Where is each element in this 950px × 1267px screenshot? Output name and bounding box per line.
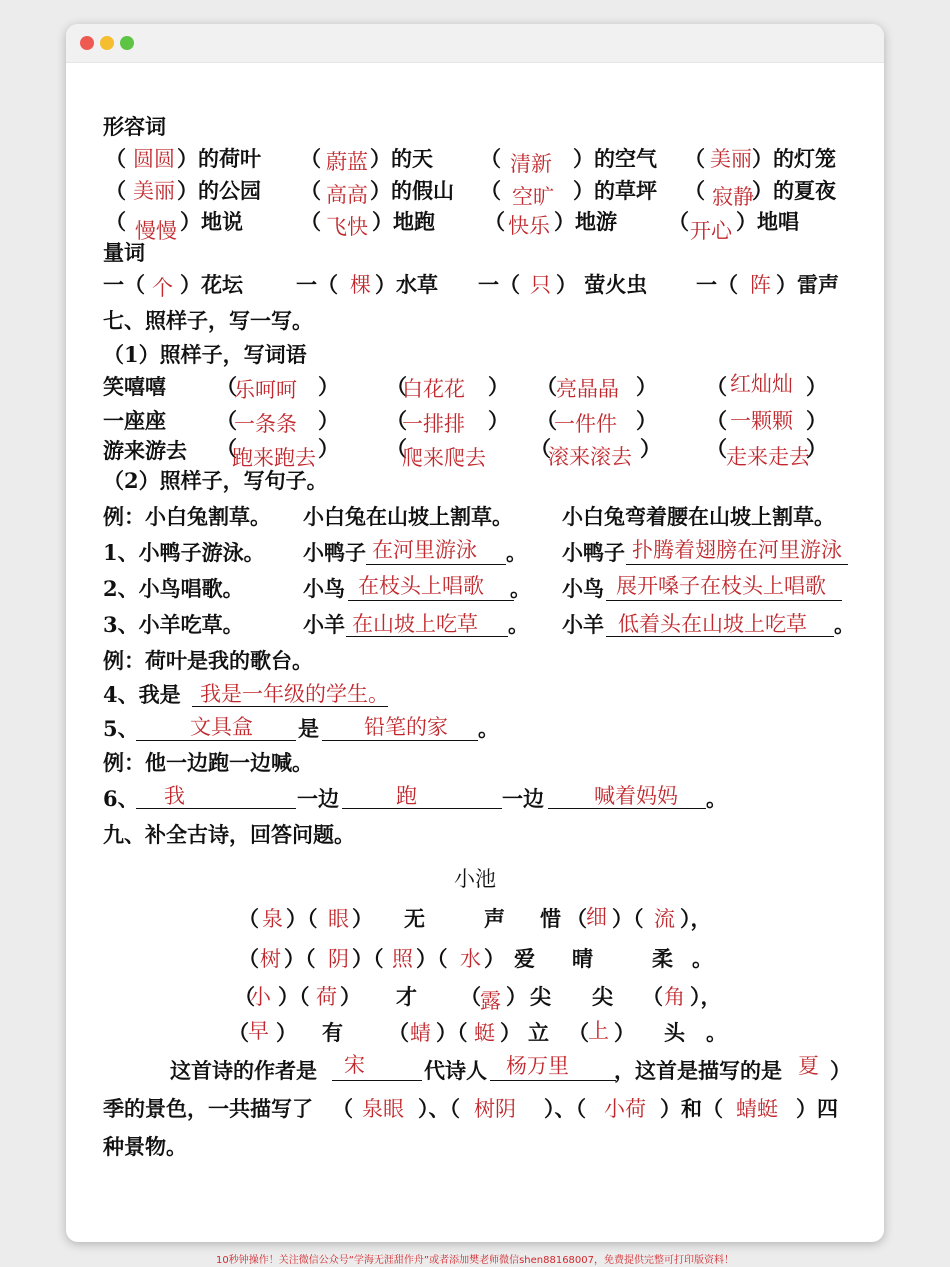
answer: 慢慢 <box>135 219 177 243</box>
answer: 在河里游泳 <box>372 538 477 562</box>
phrase: ）的公园 <box>177 178 261 203</box>
answer: 只 <box>530 273 551 297</box>
answer-line <box>342 808 502 809</box>
answer: 在枝头上唱歌 <box>358 574 484 598</box>
poem-answer: 树 <box>260 947 281 971</box>
answer: 圆圆 <box>133 147 175 171</box>
answer: 棵 <box>350 273 371 297</box>
phrase: ）的夏夜 <box>752 178 836 203</box>
phrase: ）的灯笼 <box>752 146 836 171</box>
sub-title: （1）照样子，写词语 <box>103 342 307 367</box>
answer-line <box>322 740 478 741</box>
section-title: 量词 <box>103 240 145 265</box>
phrase: ）的荷叶 <box>177 146 261 171</box>
poem-answer: 露 <box>480 989 501 1013</box>
answer: 夏 <box>798 1054 819 1078</box>
footer-note: 10秒钟操作！关注微信公众号“学海无涯甜作舟”或者添加樊老师微信shen88168007，免费提供完整可打印版资料！ <box>215 1255 735 1266</box>
phrase: ）的空气 <box>573 146 657 171</box>
poem-answer: 阴 <box>328 947 349 971</box>
answer: 白花花 <box>402 377 465 401</box>
answer: 喊着妈妈 <box>594 784 678 808</box>
answer: 树阴 <box>474 1097 516 1121</box>
answer: 蜻蜓 <box>736 1097 778 1121</box>
answer-line <box>490 1080 616 1081</box>
poem-answer: 蜻 <box>410 1021 431 1045</box>
answer-line <box>606 600 842 601</box>
worksheet: 形容词 （ 圆圆 ）的荷叶 （ 蔚蓝 ）的天 （ 清新 ）的空气 （ 美丽 ）的灯笼 （ 美丽 ）的公园 （ 高高 ）的假山 （ 空旷 ）的草坪 （ 寂静 ）的夏夜 （ 慢慢 ）地说 （ 飞快 ）地跑 （ 快乐 ）地游 （ 开心 ）地唱 量词 一（ 个 ）花坛 一（ 棵 ）水草 一（ 只 ） 萤火虫 一（ 阵 ）雷声 七、照样子，写一写。 （1）照样子，写词语 笑嘻嘻 （ 乐呵呵 ） （ 白花花 ） （ 亮晶晶 ） （ 红灿灿 ） 一座座 （ 一条条 ） （ 一排排 ） （ 一件件 ） （ 一颗颗 ） 游来游去 （ 跑来跑去 ） （ 爬来爬去 （ 滚来滚去 ） （ 走来走去 ） （2）照样子，写句子。 例：小白兔割草。 小白兔在山坡上割草。 小白兔弯着腰在山坡上割草。 1、小鸭子游泳。 小鸭子 在河里游泳 。 小鸭子 扑腾着翅膀在河里游泳 2、小鸟唱歌。 小鸟 在枝头上唱歌 。 小鸟 展开嗓子在枝头上唱歌 3、小羊吃草。 小羊 在山坡上吃草 。 小羊 低着头在山坡上吃草 。 例：荷叶是我的歌台。 4、我是 我是一年级的学生。 5、 文具盒 是 铅笔的家 。 例：他一边跑一边喊。 6、 我 一边 跑 一边 喊着妈妈 。 九、补全古诗，回答问题。 小池 （ 泉 ）（ 眼 ） 无 声 惜 （ 细 ）（ 流 ）， （ 树 ）（ 阴 ）（ 照 ）（ 水 ） 爱 晴 柔 。 （ 小 ）（ 荷 ） 才 （ 露 ） 尖 尖 （ 角 ）， （ 早 ） 有 （ 蜻 ）（ 蜓 ） 立 （ 上 ） 头 。 这首诗的作者是 宋 代诗人 杨万里 ，这首是描写的是 夏 ） 季的景色，一共描写了 （ 泉眼 ）、（ 树阴 ）、（ 小荷 ）和（ 蜻蜓 ）四 种景物。 <box>103 114 855 1159</box>
answer-line <box>136 808 296 809</box>
section-title: 七、照样子，写一写。 <box>103 308 313 333</box>
poem-answer: 泉 <box>262 907 283 931</box>
poem-answer: 细 <box>586 905 607 929</box>
answer: 走来走去 <box>726 445 810 469</box>
poem-title: 小池 <box>454 867 496 891</box>
answer-line <box>332 1080 422 1081</box>
answer: 低着头在山坡上吃草 <box>618 612 807 636</box>
answer: 我 <box>164 784 185 808</box>
answer-line <box>348 600 514 601</box>
answer: 跑 <box>396 784 417 808</box>
answer: 空旷 <box>512 185 554 209</box>
answer: 一颗颗 <box>730 409 793 433</box>
answer: 个 <box>152 276 173 300</box>
answer: 文具盒 <box>190 715 253 739</box>
poem-answer: 水 <box>460 947 481 971</box>
answer-line <box>626 564 848 565</box>
answer: 飞快 <box>326 215 368 239</box>
answer: 在山坡上吃草 <box>352 612 478 636</box>
answer: 一件件 <box>554 412 617 436</box>
phrase: ）的天 <box>370 146 433 171</box>
answer-line <box>366 564 506 565</box>
phrase: ）的假山 <box>370 178 454 203</box>
answer: 开心 <box>690 219 732 243</box>
section-title: 形容词 <box>103 114 166 139</box>
poem-answer: 流 <box>654 907 675 931</box>
answer: 跑来跑去 <box>232 446 316 470</box>
answer: 亮晶晶 <box>556 377 619 401</box>
answer: 我是一年级的学生。 <box>200 682 389 706</box>
answer: 阵 <box>750 273 771 297</box>
answer: 寂静 <box>712 185 754 209</box>
answer: 美丽 <box>133 179 175 203</box>
answer: 美丽 <box>710 147 752 171</box>
answer: 乐呵呵 <box>234 378 297 402</box>
phrase: ）地跑 <box>372 209 435 234</box>
answer: 杨万里 <box>506 1054 569 1078</box>
answer: 快乐 <box>508 214 550 238</box>
answer: 小荷 <box>604 1097 646 1121</box>
answer: 滚来滚去 <box>548 445 632 469</box>
answer: 扑腾着翅膀在河里游泳 <box>632 538 842 562</box>
phrase: ）的草坪 <box>573 178 657 203</box>
answer: 宋 <box>344 1053 365 1077</box>
answer: 高高 <box>326 183 368 207</box>
answer-line <box>136 740 296 741</box>
poem-answer: 小 <box>250 985 271 1009</box>
poem-answer: 蜓 <box>474 1021 495 1045</box>
answer: 泉眼 <box>362 1097 404 1121</box>
paren-open: （ <box>105 146 126 171</box>
sub-title: （2）照样子，写句子。 <box>103 468 328 493</box>
section-title: 九、补全古诗，回答问题。 <box>103 822 355 847</box>
poem-answer: 荷 <box>316 985 337 1009</box>
answer: 爬来爬去 <box>402 446 486 470</box>
answer: 红灿灿 <box>730 372 793 396</box>
answer: 一排排 <box>402 412 465 436</box>
answer: 展开嗓子在枝头上唱歌 <box>616 574 826 598</box>
answer: 铅笔的家 <box>364 715 448 739</box>
poem-answer: 早 <box>248 1019 269 1043</box>
phrase: ）地说 <box>180 209 243 234</box>
poem-answer: 上 <box>588 1019 609 1043</box>
answer: 清新 <box>510 152 552 176</box>
phrase: ）地唱 <box>736 209 799 234</box>
poem-answer: 角 <box>664 985 685 1009</box>
answer: 蔚蓝 <box>326 150 368 174</box>
poem-answer: 眼 <box>328 907 349 931</box>
poem-answer: 照 <box>392 947 413 971</box>
answer: 一条条 <box>234 412 297 436</box>
phrase: ）地游 <box>554 209 617 234</box>
